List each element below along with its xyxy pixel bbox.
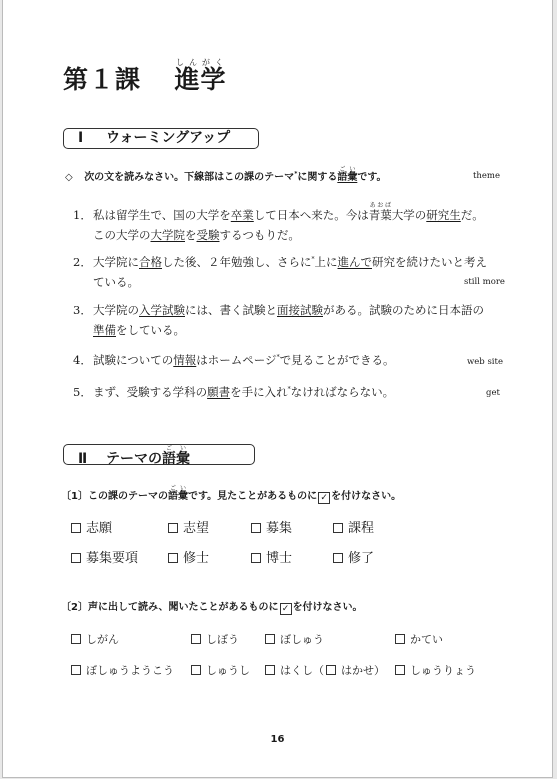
section-1-instruction: ◇ 次の文を読みなさい。下線部はこの課のテーマ*に関する語彙ごいです。 <box>65 166 387 183</box>
checkbox <box>333 523 343 533</box>
kana-item[interactable]: しゅうりょう <box>395 662 476 678</box>
checkbox-check-icon: ✓ <box>318 492 330 504</box>
question-2-instruction: 〔2〕声に出して読み、聞いたことがあるものに ✓ を付けなさい。 <box>61 602 363 614</box>
vocab-item[interactable]: 志願 <box>71 517 112 536</box>
section-1-header <box>63 128 259 149</box>
item-number: 2． <box>73 254 92 269</box>
kana-item[interactable]: かてい <box>395 631 443 647</box>
checkbox <box>251 553 261 563</box>
checkbox <box>395 634 405 644</box>
vocab-item[interactable]: 志望 <box>168 517 209 536</box>
checkbox <box>168 523 178 533</box>
vocab-item[interactable]: 博士 <box>251 547 292 566</box>
sentence-item-5: 5．まず、受験する学科の願書を手に入れ*なければならない。 <box>73 380 394 402</box>
section-2-number: Ⅱ <box>78 451 88 467</box>
kana-item[interactable]: しゅうし <box>191 662 250 678</box>
textbook-page <box>2 0 553 778</box>
lesson-title-word: 進学しんがく <box>174 58 227 94</box>
section-1-number: Ⅰ <box>78 130 84 146</box>
kana-item[interactable]: ぼしゅうようこう <box>71 662 174 678</box>
kana-item[interactable]: しがん <box>71 631 119 647</box>
item-number: 3． <box>73 303 92 317</box>
kana-item[interactable]: ぼしゅう <box>265 631 324 647</box>
checkbox <box>71 553 81 563</box>
sentence-item-3: 3．大学院の入学試験には、書く試験と面接試験がある。試験のために日本語の 準備をしている。 <box>73 300 484 340</box>
sentence-item-2: 2．大学院に合格した後、２年勉強し、さらに*上に進んで研究を続けたいと考え ている。 <box>73 250 487 292</box>
checkbox <box>71 665 81 675</box>
diamond-icon: ◇ <box>65 172 73 183</box>
vocab-item[interactable]: 募集 <box>251 517 292 536</box>
checkbox <box>333 553 343 563</box>
vocab-item[interactable]: 課程 <box>333 517 374 536</box>
checkbox <box>265 665 275 675</box>
gloss-theme: theme <box>473 171 501 181</box>
checkbox <box>395 665 405 675</box>
item-number: 5． <box>73 384 92 399</box>
vocab-item[interactable]: 修了 <box>333 547 374 566</box>
page-number: 16 <box>270 734 285 745</box>
gloss-still-more: still more <box>464 277 505 287</box>
checkbox <box>326 665 336 675</box>
lesson-title <box>63 58 226 96</box>
item-number: 4． <box>73 352 92 367</box>
checkbox <box>71 523 81 533</box>
checkbox <box>191 634 201 644</box>
checkbox-check-icon: ✓ <box>280 603 292 615</box>
sentence-item-1: 1．私は留学生で、国の大学を卒業して日本へ来た。今は青葉あおば大学の研究生だ。 この大学の大学院を受験するつもりだ。 <box>73 202 484 242</box>
sentence-item-4: 4．試験についての情報はホームページ*で見ることができる。 <box>73 348 395 370</box>
section-1-title: ウォーミングアップ <box>106 130 231 146</box>
vocab-item[interactable]: 募集要項 <box>71 547 138 566</box>
kana-item[interactable]: しぼう <box>191 631 239 647</box>
section-2-header <box>63 444 255 465</box>
section-2-title: テーマの語彙ごい <box>106 445 190 467</box>
item-number: 1． <box>73 208 92 222</box>
checkbox <box>251 523 261 533</box>
kana-item[interactable]: はくし（ はかせ） <box>265 662 385 678</box>
vocab-item[interactable]: 修士 <box>168 547 209 566</box>
gloss-web-site: web site <box>467 357 503 367</box>
checkbox <box>191 665 201 675</box>
checkbox <box>71 634 81 644</box>
lesson-label: 第１課 <box>63 65 142 94</box>
gloss-get: get <box>486 388 500 398</box>
checkbox <box>265 634 275 644</box>
checkbox <box>168 553 178 563</box>
question-1-instruction: 〔1〕この課のテーマの語彙ごいです。見たことがあるものに ✓ を付けなさい。 <box>61 485 402 503</box>
